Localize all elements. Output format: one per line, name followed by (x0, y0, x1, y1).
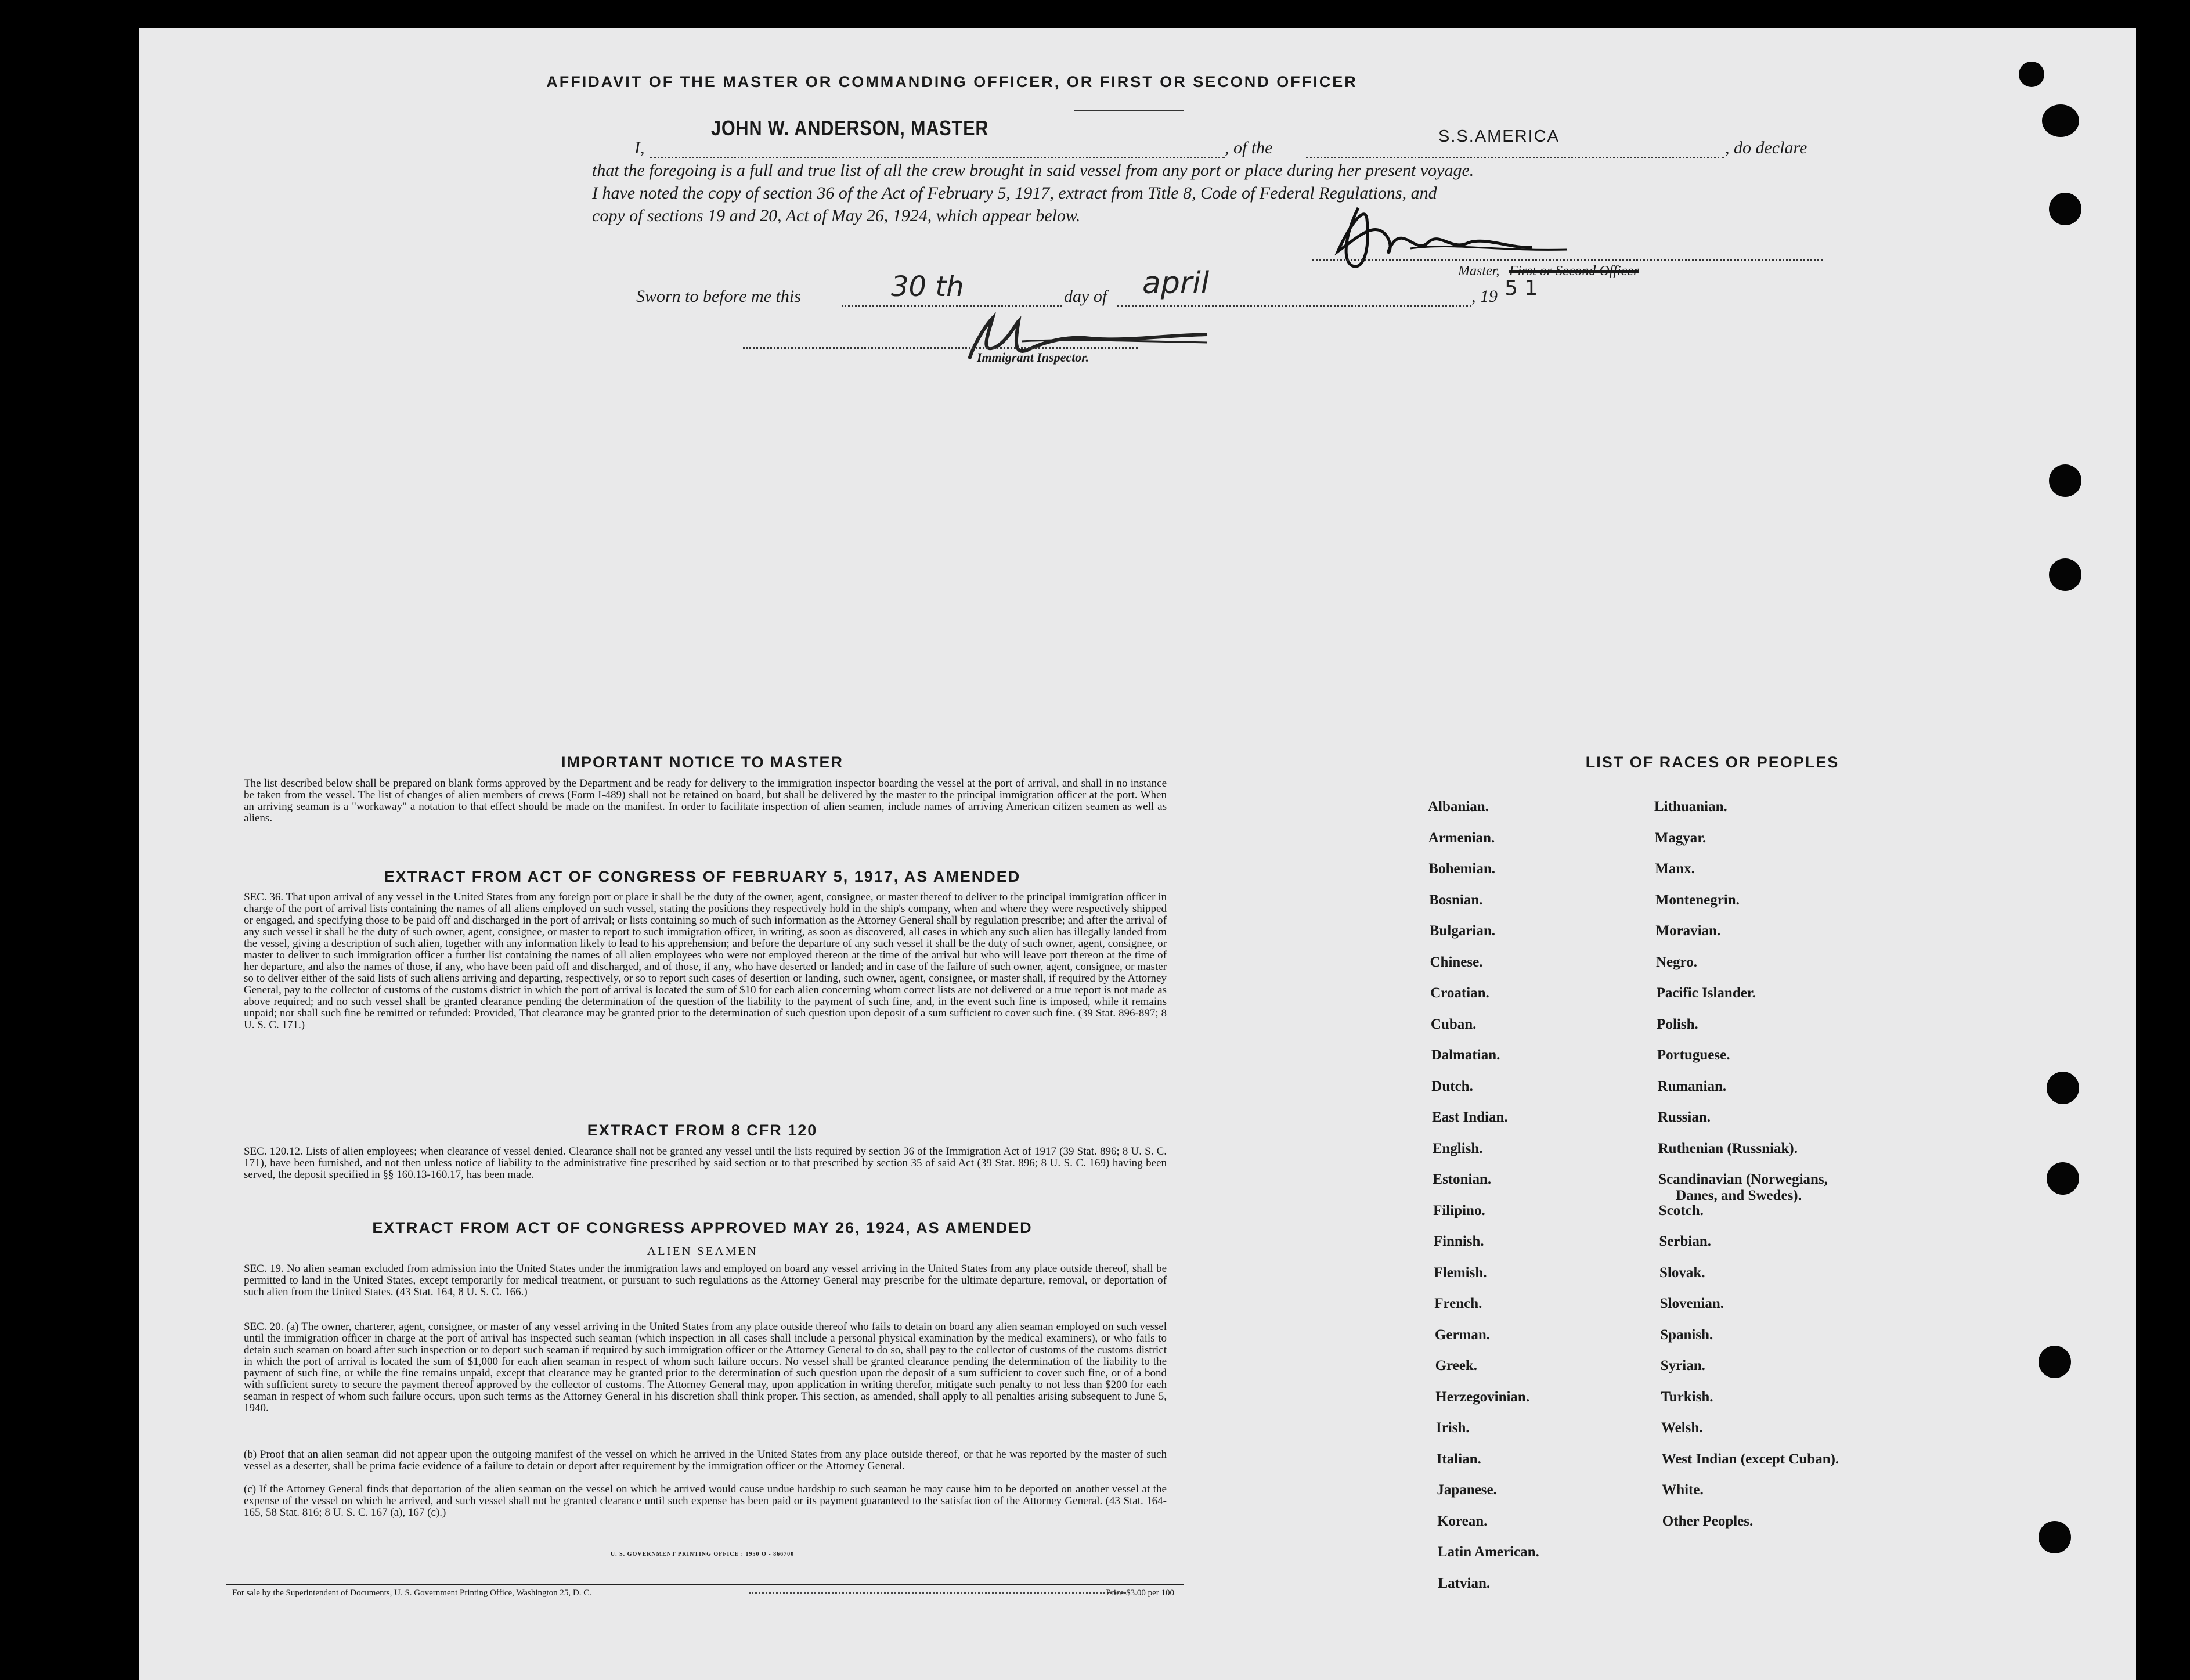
of-the-label: , of the (1225, 138, 1273, 157)
race-item: Latvian. (1438, 1575, 1491, 1591)
inspector-dotted-line (743, 347, 1138, 349)
extract-1924-sec19: SEC. 19. No alien seaman excluded from admission into the United States under the immigration laws and employed on board any vessel arriving in the United States from any place outside thereof, shall be permitted to land in the United States, except temporarily for medical treatment, or pursuant to such regulations as the Attorney General may prescribe for the ultimate departure, removal, or deportation of such alien from the United States. (43 Stat. 164, 8 U. S. C. 166.) (244, 1263, 1167, 1298)
race-item: Russian. (1658, 1109, 1711, 1125)
race-item: French. (1434, 1296, 1482, 1311)
punch-hole (2049, 558, 2081, 591)
race-item: Armenian. (1428, 830, 1495, 846)
race-item: Portuguese. (1657, 1047, 1730, 1063)
race-item: Serbian. (1659, 1234, 1711, 1249)
races-title: LIST OF RACES OR PEOPLES (1585, 754, 1839, 771)
race-item: Cuban. (1430, 1016, 1477, 1032)
extract-cfr-title: EXTRACT FROM 8 CFR 120 (587, 1122, 818, 1139)
master-label: Master, (1458, 264, 1500, 279)
race-item: Turkish. (1661, 1389, 1713, 1405)
vessel-name: S.S.AMERICA (1438, 127, 1560, 146)
day-of-label: day of (1064, 287, 1107, 306)
punch-hole (2039, 1521, 2071, 1553)
race-item: English. (1432, 1140, 1483, 1156)
extract-1917-text: SEC. 36. That upon arrival of any vessel in the United States from any foreign port or place it shall be the duty of the owner, agent, consignee, or master thereof to deliver to the principal immigration officer in charge of the port of arrival lists containing the names of all aliens employed on such vessel, stating the positions they respectively hold in the ship's company, when and where they were respectively shipped or engaged, and specifying those to be paid off and discharged in the port of arrival; or lists containing so much of such information as the Attorney General shall by regulation prescribe; and after the arrival of any such vessel it shall be the duty of such owner, agent, consignee, or master to report to such immigration officer, in writing, as soon as discovered, all cases in which any such alien has illegally landed from the vessel, giving a description of such alien, together with any information likely to lead to his apprehension; and before the departure of any such vessel it shall be the duty of such owner, agent, consignee, or master to deliver to such immigration officer a further list containing the names of all alien employees who were not employed thereon at the time of the arrival but who will leave port thereon at the time of her departure, and also the names of those, if any, who have been paid off and discharged, and of those, if any, who have deserted or landed; and in case of the failure of such owner, agent, consignee, or master so to deliver either of the said lists of such aliens arriving and departing, respectively, or so to report such cases of desertion or landing, such owner, agent, consignee, or master shall, if required by the Attorney General, pay to the collector of customs of the customs district in which the port of arrival is located the sum of $10 for each alien concerning whom correct lists are not delivered or a true report is not made as above required; and no such vessel shall be granted clearance pending the determination of the question of the liability to the payment of such fine, and, in the event such fine is imposed, while it remains unpaid; nor shall such fine be remitted or refunded: Provided, That clearance may be granted prior to the determination of such question upon deposit of a sum sufficient to cover such fine. (39 Stat. 896-897; 8 U. S. C. 171.) (244, 891, 1167, 1031)
race-item: Slovak. (1659, 1264, 1705, 1281)
do-declare-label: , do declare (1725, 138, 1807, 157)
extract-1917-title: EXTRACT FROM ACT OF CONGRESS OF FEBRUARY 5, 1917, AS AMENDED (384, 868, 1021, 885)
race-item: Japanese. (1437, 1482, 1497, 1498)
race-item: Welsh. (1661, 1420, 1703, 1436)
race-item: Flemish. (1434, 1264, 1487, 1281)
race-item: Magyar. (1654, 830, 1706, 846)
year-prefix: , 19 (1471, 287, 1498, 306)
race-item: Slovenian. (1659, 1296, 1724, 1311)
race-item: Italian. (1436, 1451, 1481, 1467)
race-item: Ruthenian (Russniak). (1658, 1140, 1798, 1156)
sworn-day-handwritten: 30 th (891, 271, 964, 303)
punch-hole (2042, 104, 2079, 137)
race-item: Herzegovinian. (1435, 1389, 1530, 1405)
race-item: Filipino. (1433, 1202, 1485, 1218)
affidavit-title: AFFIDAVIT OF THE MASTER OR COMMANDING OFFICER, OR FIRST OR SECOND OFFICER (546, 73, 1358, 91)
race-item: Syrian. (1660, 1358, 1705, 1373)
officer-struck-text: First or Second Officer (1509, 264, 1639, 279)
title-rule (1074, 110, 1184, 111)
race-item: Finnish. (1433, 1234, 1484, 1249)
extract-1924-sec20c: (c) If the Attorney General finds that deportation of the alien seaman on the vessel on which he arrived would cause undue hardship to such seaman he may cause him to be deported on another vessel at the expense of the vessel on which he arrived, and such vessel shall not be granted clearance until such expense has been paid or its payment guaranteed to the satisfaction of the Attorney General. (43 Stat. 164-165, 58 Stat. 816; 8 U. S. C. 167 (a), 167 (c).) (244, 1483, 1167, 1519)
master-signature-line (1312, 259, 1823, 261)
extract-1924-sec20a: SEC. 20. (a) The owner, charterer, agent, consignee, or master of any vessel arriving in the United States from any place outside thereof who fails to detain on board any alien seaman employed on such vessel until the immigration officer in charge at the port of arrival has inspected such seaman (which inspection in all cases shall include a personal physical examination by the medical examiners), or who fails to detain such seaman on board after such inspection or to deport such seaman if required by such immigration officer or the Attorney General to do so, shall pay to the collector of customs of the customs district in which the port of arrival is located the sum of $1,000 for each alien seaman in respect of whom such failure occurs. No vessel shall be granted clearance pending the determination of the liability to the payment of such fine, or while the fine remains unpaid, except that clearance may be granted prior to the determination of such question upon the deposit of a sum sufficient to cover such fine, or of a bond with sufficient surety to secure the payment thereof approved by the collector of customs. The Attorney General may, upon application in writing therefor, mitigate such penalty to not less than $200 for each seaman in respect of whom such failure occurs, upon such terms as the Attorney General in his discretion shall think proper. This section, as amended, shall apply to all penalties arising subsequent to June 5, 1940. (244, 1321, 1167, 1414)
extract-cfr-text: SEC. 120.12. Lists of alien employees; when clearance of vessel denied. Clearance shall not be granted any vessel until the lists required by section 36 of the Immigration Act of 1917 (39 Stat. 896; 8 U. S. C. 171), have been furnished, and not then unless notice of liability to the administrative fine prescribed by said section or to that prescribed by section 35 of said Act (39 Stat. 896; 8 U. S. C. 169) having been served, the deposit specified in §§ 160.13-160.17, has been made. (244, 1145, 1167, 1181)
race-item: Latin American. (1437, 1544, 1539, 1560)
master-name-typed: JOHN W. ANDERSON, MASTER (711, 116, 989, 140)
affidavit-line-3: I have noted the copy of section 36 of the Act of February 5, 1917, extract from Title 8, Code of Federal Regulations, and (592, 183, 1437, 203)
race-item: Pacific Islander. (1656, 985, 1756, 1001)
affidavit-line-4: copy of sections 19 and 20, Act of May 26, 1924, which appear below. (592, 206, 1081, 225)
footer-left: For sale by the Superintendent of Documents, U. S. Government Printing Office, Washington 25, D. C. (232, 1588, 591, 1598)
race-item: Lithuanian. (1654, 799, 1727, 814)
race-item: Croatian. (1430, 985, 1489, 1001)
alien-seamen-subtitle: ALIEN SEAMEN (647, 1244, 758, 1258)
gpo-line: U. S. GOVERNMENT PRINTING OFFICE : 1950 O - 866700 (610, 1551, 795, 1558)
extract-1924-sec20b: (b) Proof that an alien seaman did not appear upon the outgoing manifest of the vessel on which he arrived in the United States from any place outside thereof, or that he was reported by the master of such vessel as a deserter, shall be prima facie evidence of a failure to detain or deport after requirement by the immigration officer or the Attorney General. (244, 1448, 1167, 1472)
race-item: Polish. (1657, 1016, 1698, 1032)
extract-1924-title: EXTRACT FROM ACT OF CONGRESS APPROVED MAY 26, 1924, AS AMENDED (372, 1219, 1033, 1236)
affidavit-line-2: that the foregoing is a full and true list of all the crew brought in said vessel from any port or place during her present voyage. (592, 161, 1474, 180)
race-item: Greek. (1435, 1358, 1478, 1373)
punch-hole (2039, 1346, 2071, 1378)
punch-hole (2049, 464, 2081, 497)
race-item: White. (1662, 1482, 1704, 1498)
footer-rule (226, 1584, 1184, 1585)
punch-hole (2019, 62, 2044, 87)
notice-text: The list described below shall be prepared on blank forms approved by the Department and be ready for delivery to the immigration inspector boarding the vessel at the port of arrival, and shall in no instance be taken from the vessel. The list of changes of alien members of crews (Form I-489) shall not be retained on board, but shall be delivered by the master to the principal immigration officer at the port. When an arriving seaman is a "workaway" a notation to that effect should be made on the manifest. In order to facilitate inspection of alien seamen, include names of arriving American citizen seamen as well as aliens. (244, 777, 1167, 824)
punch-hole (2047, 1162, 2079, 1195)
race-item: Scandinavian (Norwegians, (1658, 1171, 1828, 1187)
race-item: Other Peoples. (1662, 1513, 1754, 1529)
race-item: Chinese. (1430, 954, 1483, 970)
race-item: Moravian. (1655, 923, 1721, 939)
name-dotted-line (650, 157, 1225, 158)
race-item: Spanish. (1660, 1326, 1713, 1343)
race-item: German. (1434, 1326, 1491, 1343)
inspector-label: Immigrant Inspector. (977, 350, 1089, 365)
punch-hole (2049, 193, 2081, 225)
race-item: Irish. (1436, 1420, 1470, 1436)
race-item: Scotch. (1658, 1202, 1704, 1218)
footer-right: Price $3.00 per 100 (1106, 1588, 1174, 1598)
notice-title: IMPORTANT NOTICE TO MASTER (561, 754, 843, 771)
race-item: Danes, and Swedes). (1676, 1188, 1802, 1203)
race-item: Albanian. (1428, 799, 1489, 814)
race-item: Bohemian. (1428, 861, 1495, 877)
race-item: Dalmatian. (1431, 1047, 1500, 1063)
race-item: Dutch. (1431, 1078, 1473, 1094)
year-suffix-handwritten: 5 1 (1505, 276, 1538, 300)
vessel-dotted-line (1306, 157, 1724, 158)
document-page (139, 28, 2136, 1680)
punch-hole (2047, 1072, 2079, 1104)
race-item: West Indian (except Cuban). (1661, 1451, 1839, 1467)
race-item: Montenegrin. (1655, 892, 1740, 908)
race-item: Bulgarian. (1429, 923, 1496, 939)
race-item: Manx. (1655, 861, 1695, 877)
race-item: East Indian. (1432, 1109, 1508, 1125)
race-item: Estonian. (1433, 1171, 1492, 1187)
race-item: Rumanian. (1657, 1078, 1727, 1094)
affidavit-i-label: I, (634, 138, 645, 157)
race-item: Korean. (1437, 1513, 1488, 1529)
race-item: Negro. (1656, 954, 1698, 970)
sworn-label: Sworn to before me this (636, 287, 801, 306)
sworn-month-handwritten: april (1142, 266, 1210, 301)
race-item: Bosnian. (1429, 892, 1483, 908)
